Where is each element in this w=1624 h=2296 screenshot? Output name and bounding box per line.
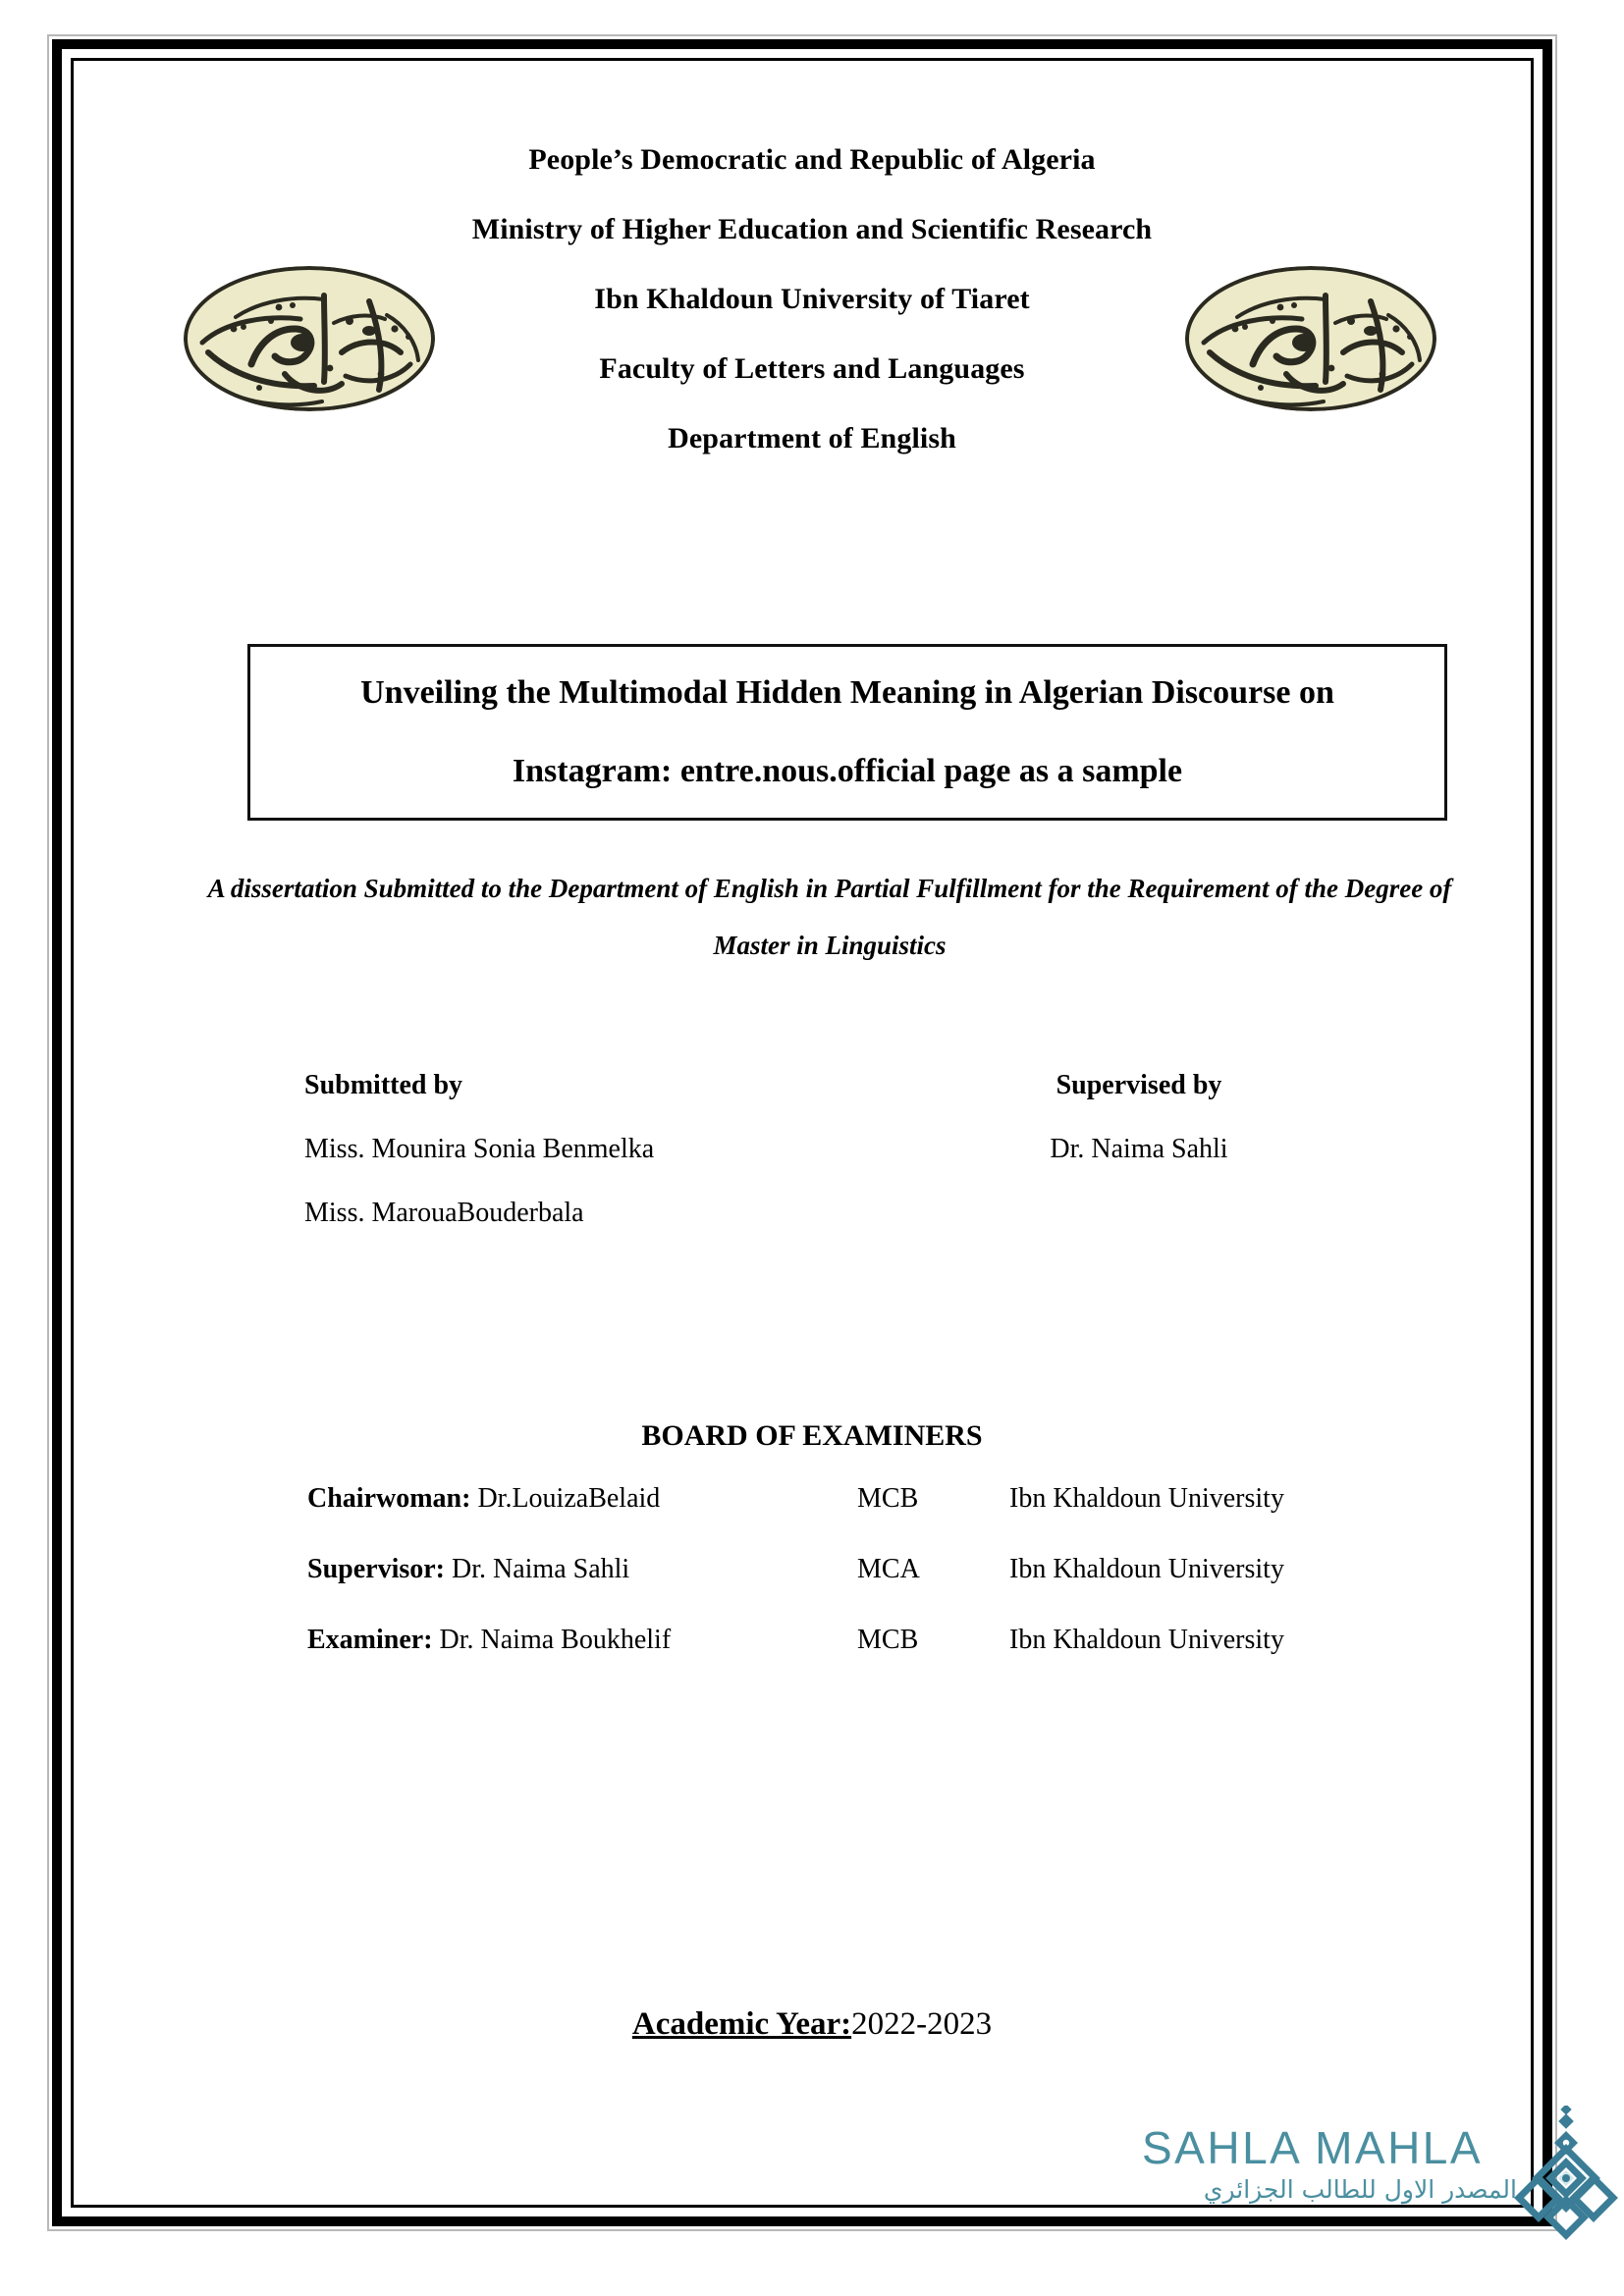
board-member-name: Dr.LouizaBelaid (477, 1483, 661, 1514)
header-line-ministry: Ministry of Higher Education and Scientific Research (471, 213, 1153, 245)
board-role-cell (307, 1556, 857, 1583)
submitted-by-heading: Submitted by (304, 1070, 463, 1100)
board-grade-cell: MCB (857, 1483, 919, 1514)
student-name-2: Miss. MarouaBouderbala (304, 1198, 584, 1228)
watermark-text-block (1142, 2122, 1517, 2205)
board-of-examiners-title: BOARD OF EXAMINERS (641, 1419, 983, 1452)
board-institution-cell: Ibn Khaldoun University (1009, 1625, 1284, 1655)
credits-block (304, 1072, 1345, 1227)
credits-row-first (304, 1136, 1345, 1163)
institution-header (321, 145, 1303, 454)
watermark-brand-name: SAHLA MAHLA (1142, 2122, 1484, 2173)
board-role-label: Supervisor: (307, 1554, 445, 1584)
board-role-label: Chairwoman: (307, 1483, 471, 1514)
credits-row-second (304, 1200, 1345, 1227)
board-grade-cell: MCA (857, 1554, 920, 1584)
watermark-arabic-tagline: المصدر الاول للطالب الجزائري (1203, 2175, 1517, 2204)
sahla-mahla-watermark (1142, 2122, 1613, 2253)
submission-statement: A dissertation Submitted to the Department of English in Partial Fulfillment for the Requirement of the Degree of Master in Linguistics (207, 874, 1452, 960)
university-seal-right-icon (1178, 258, 1443, 420)
board-member-name: Dr. Naima Boukhelif (439, 1625, 672, 1655)
academic-year-value: 2022-2023 (851, 2006, 993, 2042)
table-row (307, 1627, 1358, 1654)
board-role-label: Examiner: (307, 1625, 433, 1655)
board-role-cell (307, 1627, 857, 1654)
board-member-name: Dr. Naima Sahli (452, 1554, 630, 1584)
table-row (307, 1556, 1358, 1583)
board-grade-cell: MCB (857, 1625, 919, 1655)
header-line-department: Department of English (668, 422, 956, 454)
academic-year-line (0, 2008, 1624, 2041)
berber-diamond-icon (1507, 2106, 1624, 2243)
board-role-cell (307, 1485, 857, 1513)
student-name-1: Miss. Mounira Sonia Benmelka (304, 1134, 655, 1164)
supervised-by-heading: Supervised by (1056, 1070, 1222, 1100)
board-of-examiners-table (307, 1485, 1358, 1654)
dissertation-title-box (247, 644, 1447, 821)
supervisor-name: Dr. Naima Sahli (1050, 1134, 1228, 1164)
board-institution-cell: Ibn Khaldoun University (1009, 1554, 1284, 1584)
dissertation-title-line-1: Unveiling the Multimodal Hidden Meaning in Algerian Discourse on (360, 674, 1334, 711)
board-institution-cell: Ibn Khaldoun University (1009, 1483, 1284, 1514)
credits-heading-row (304, 1072, 1345, 1099)
header-line-university: Ibn Khaldoun University of Tiaret (594, 283, 1030, 315)
table-row (307, 1485, 1358, 1513)
academic-year-label: Academic Year: (631, 2006, 852, 2042)
header-line-country: People’s Democratic and Republic of Algeria (528, 143, 1096, 176)
header-line-faculty: Faculty of Letters and Languages (599, 352, 1025, 385)
university-seal-left-icon (177, 258, 442, 420)
dissertation-title-line-2: Instagram: entre.nous.official page as a sample (512, 753, 1183, 789)
